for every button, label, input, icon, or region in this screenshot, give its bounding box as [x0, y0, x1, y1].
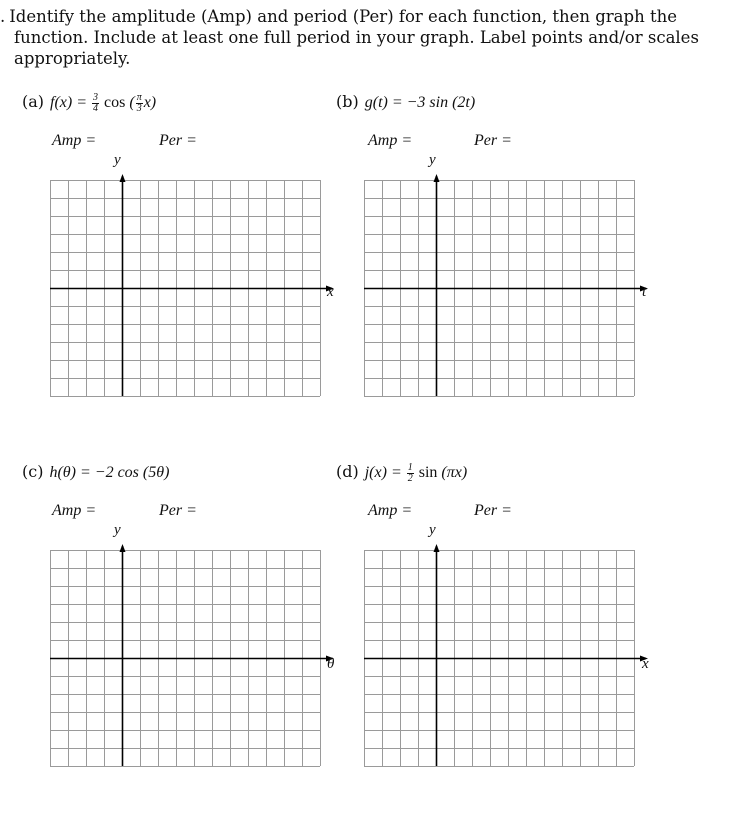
y-axis-label-b: y: [429, 152, 436, 168]
problem-d: [336, 462, 666, 822]
problem-a: [22, 92, 352, 452]
y-axis-arrow-icon: [120, 544, 126, 552]
y-axis-arrow-icon: [434, 174, 440, 182]
problem-b-label: (b) g(t) = −3 sin (2t): [336, 92, 476, 111]
problem-a-label: (a) f(x) = $\frac{3}{4}$ cos ( $\frac{\pi}{3}$ x): [22, 91, 157, 114]
function-d: j(x) = $\frac{1}{2}$ sin (πx): [364, 461, 468, 484]
problem-number: .: [0, 7, 6, 26]
y-axis-label-d: y: [429, 522, 436, 538]
y-axis-arrow-icon: [434, 544, 440, 552]
amplitude-label-b: Amp =: [368, 132, 413, 149]
function-c: h(θ) = −2 cos (5θ): [49, 464, 170, 481]
instructions-line-3: appropriately.: [14, 49, 131, 68]
grid-svg-b: [364, 172, 664, 414]
y-axis-arrow-icon: [120, 174, 126, 182]
problem-c-label: (c) h(θ) = −2 cos (5θ): [22, 462, 170, 481]
problem-b: [336, 92, 666, 452]
amplitude-label-a: Amp =: [52, 132, 97, 149]
amplitude-label-d: Amp =: [368, 502, 413, 519]
grid-svg-d: [364, 542, 664, 784]
graph-grid-a[interactable]: [50, 172, 350, 414]
y-axis-label-c: y: [114, 522, 121, 538]
graph-grid-c[interactable]: [50, 542, 350, 784]
x-axis-label-a: x: [327, 284, 334, 300]
instructions-line-2: function. Include at least one full period in your graph. Label points and/or scales: [14, 28, 699, 47]
instructions-line-1: Identify the amplitude (Amp) and period (Per) for each function, then graph the: [9, 7, 677, 26]
y-axis-label-a: y: [114, 152, 121, 168]
graph-grid-d[interactable]: [364, 542, 664, 784]
problem-d-label: (d) j(x) = $\frac{1}{2}$ sin (πx): [336, 461, 468, 484]
period-label-c: Per =: [159, 502, 197, 519]
instructions: [0, 6, 720, 69]
grid-svg-c: [50, 542, 350, 784]
graph-grid-b[interactable]: [364, 172, 664, 414]
x-axis-label-d: x: [642, 656, 649, 672]
amplitude-label-c: Amp =: [52, 502, 97, 519]
x-axis-label-b: t: [642, 284, 647, 300]
x-axis-label-c: θ: [327, 656, 335, 672]
period-label-d: Per =: [474, 502, 512, 519]
problem-c: [22, 462, 352, 822]
grid-svg-a: [50, 172, 350, 414]
function-a: f(x) = $\frac{3}{4}$ cos ( $\frac{\pi}{3}$ x): [50, 91, 157, 114]
period-label-b: Per =: [474, 132, 512, 149]
function-b: g(t) = −3 sin (2t): [364, 94, 476, 111]
period-label-a: Per =: [159, 132, 197, 149]
